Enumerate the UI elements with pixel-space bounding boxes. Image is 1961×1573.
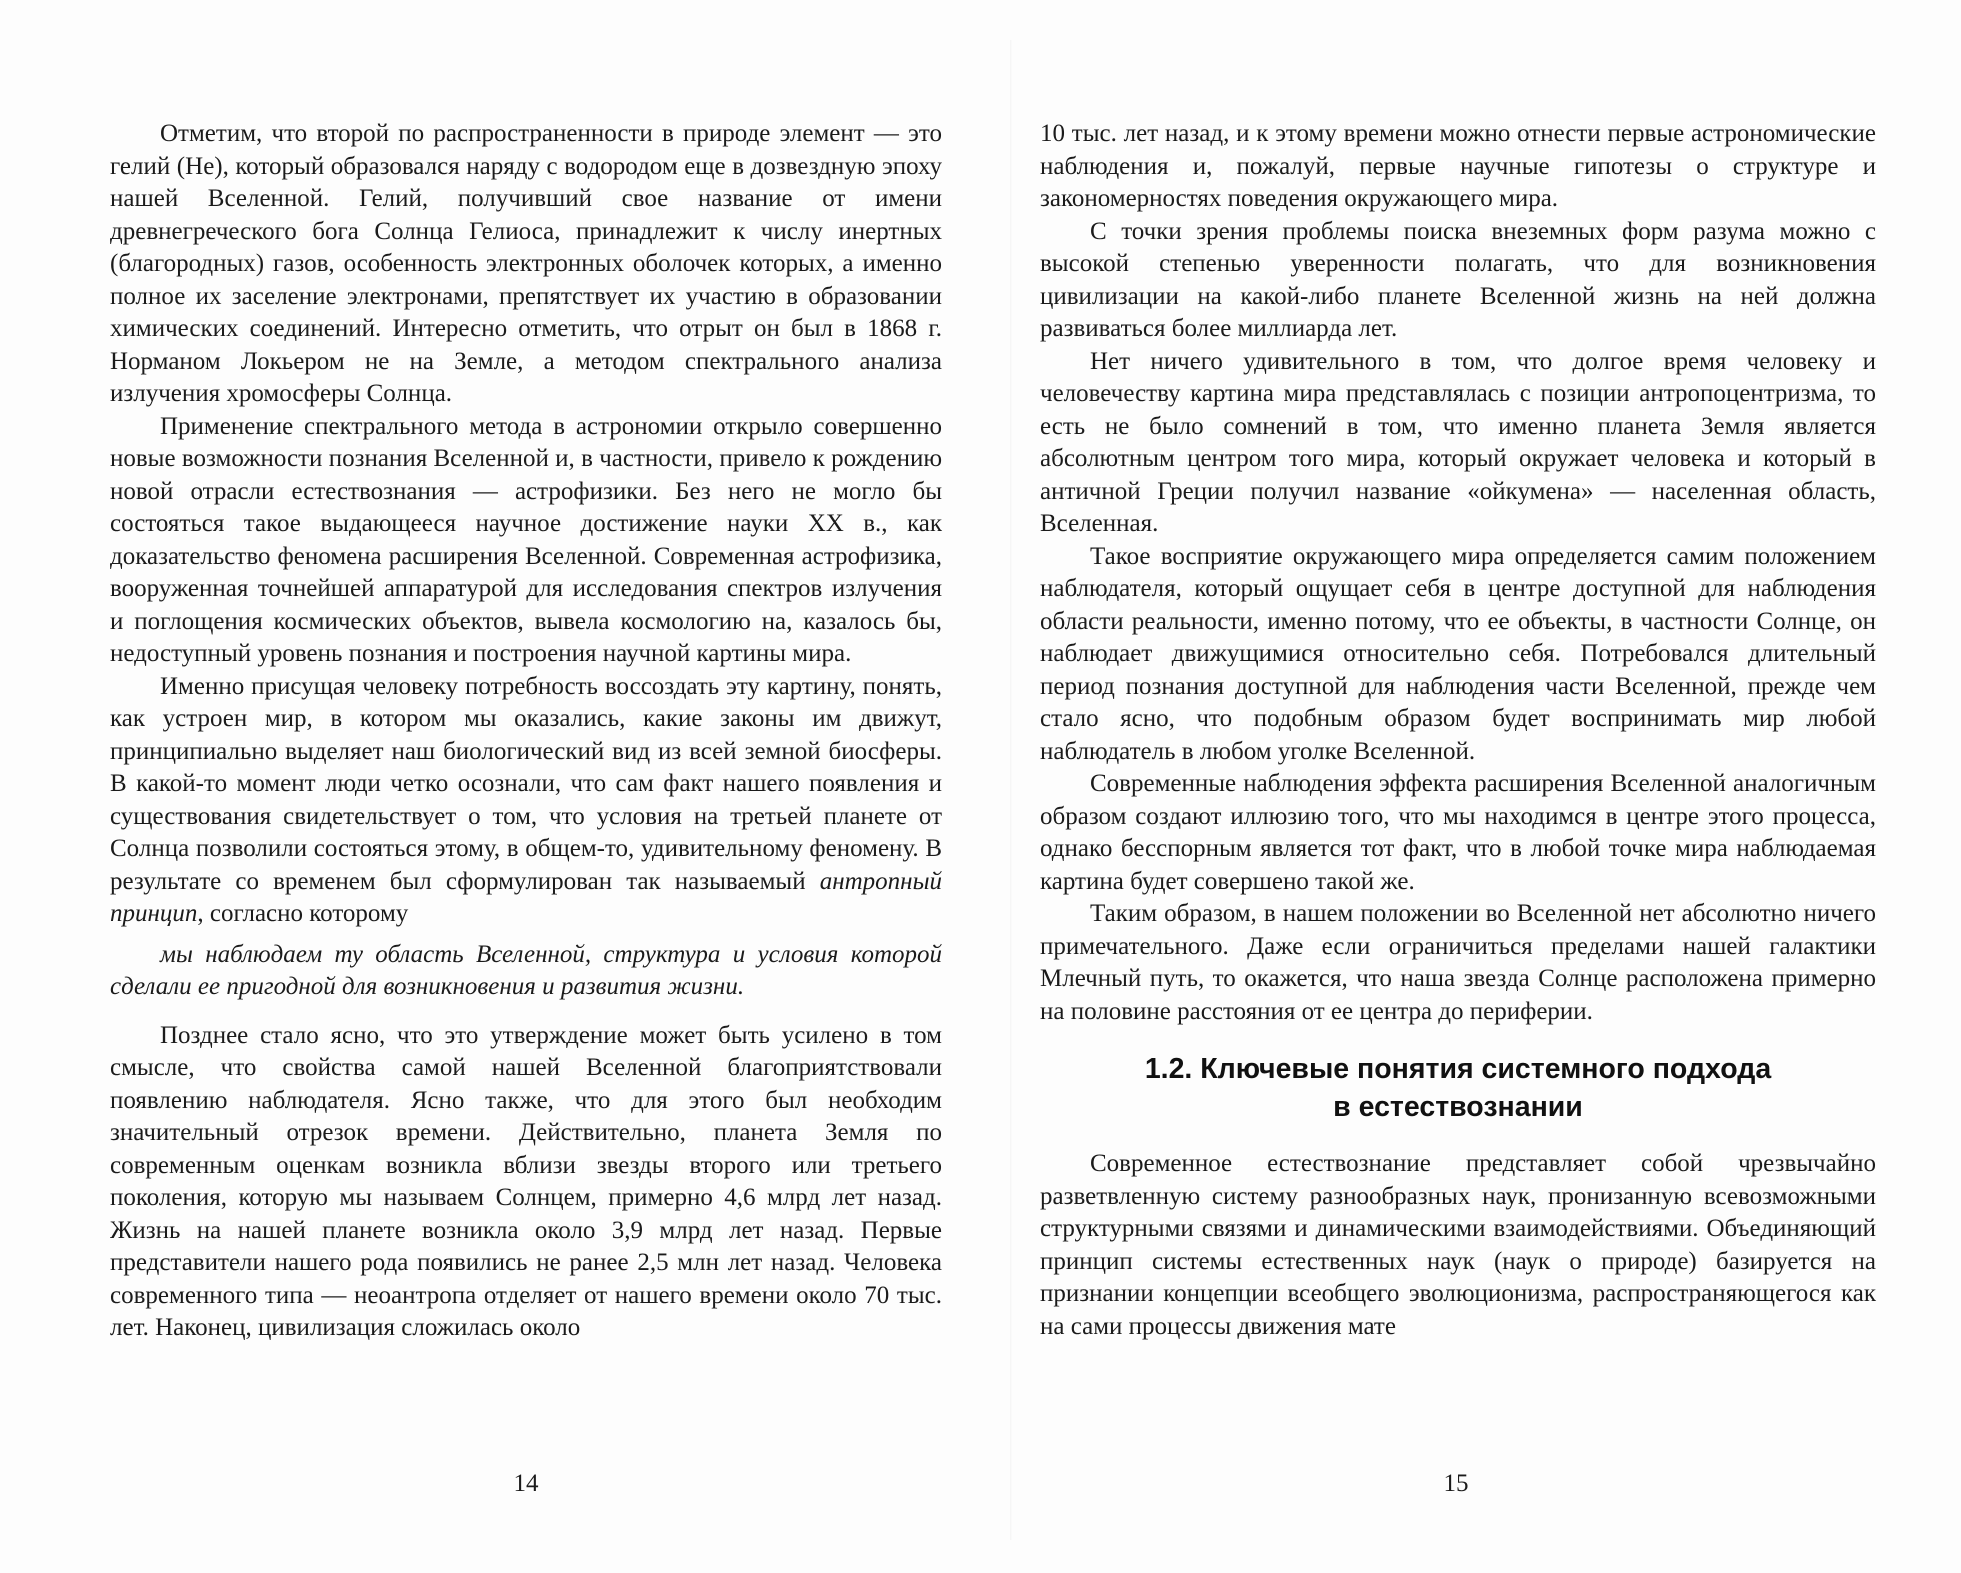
section-heading <box>1040 1050 1876 1126</box>
right-paragraph-5: Таким образом, в нашем положении во Вселенной нет абсолютно ничего примечательного. Даже если ограничиться пределами нашей галактики Млечный путь, то окажется, что наша звезда Солнце расположена примерно на половине расстояния от ее центра до периферии. <box>1040 900 1876 1025</box>
section-heading-line-1: 1.2. Ключевые понятия системного подхода <box>1144 1053 1772 1085</box>
left-paragraph-2: Применение спектрального метода в астрономии открыло совершенно новые возможности познания Вселенной и, в частности, привело к рождению новой отрасли естествознания — астрофизики. Без него не могло бы состояться такое выдающееся научное достижение науки XX в., как доказательство феномена расширения Вселенной. Современная астрофизика, вооруженная точнейшей аппаратурой для исследования спектров излучения и поглощения космических объектов, вывела космологию на, казалось бы, недоступный уровень познания и построения научной картины мира. <box>110 412 942 667</box>
anthropic-principle-quote: мы наблюдаем ту область Вселенной, структура и условия которой сделали ее пригодной для возникновения и развития жизни. <box>110 940 942 1000</box>
section-paragraph: Современное естествознание представляет собой чрезвычайно разветвленную систему разнообразных наук, пронизанную всевозможными структурными связями и динамическими взаимодействиями. Объединяющий принцип системы естественных наук (наук о природе) базируется на признании концепции всеобщего эволюционизма, распространяющегося как на сами процессы движения мате <box>1040 1150 1876 1340</box>
page-number-right: 15 <box>1443 1470 1469 1497</box>
left-paragraph-3-tail: , согласно которому <box>197 900 409 927</box>
right-paragraph-2: Нет ничего удивительного в том, что долгое время человеку и человечеству картина мира представлялась с позиции антропоцентризма, то есть не было сомнений в том, что именно планета Земля является абсолютным центром того мира, который окружает человека и который в античной Греции получил название «ойкумена» — населенная область, Вселенная. <box>1040 347 1876 537</box>
page-number-left: 14 <box>513 1470 539 1497</box>
right-paragraph-4: Современные наблюдения эффекта расширения Вселенной аналогичным образом создают иллюзию того, что мы находимся в центре этого процесса, однако бесспорным является тот факт, что в любой точке мира наблюдаемая картина будет совершено такой же. <box>1040 770 1876 895</box>
left-paragraph-4: Позднее стало ясно, что это утверждение может быть усилено в том смысле, что свойства самой нашей Вселенной благоприятствовали появлению наблюдателя. Ясно также, что для этого был необходим значительный отрезок времени. Действительно, планета Земля по современным оценкам возникла вблизи звезды второго или третьего поколения, которую мы называем Солнцем, примерно 4,6 млрд лет назад. Жизнь на нашей планете возникла около 3,9 млрд лет назад. Первые представители нашего рода появились не ранее 2,5 млн лет назад. Человека современного типа — неоантропа отделяет от нашего времени около 70 тыс. лет. Наконец, цивилизация сложилась около <box>110 1021 942 1341</box>
section-heading-line-2: в естествознании <box>1333 1091 1583 1123</box>
left-paragraph-1: Отметим, что второй по распространенности в природе элемент — это гелий (Не), который образовался наряду с водородом еще в дозвездную эпоху нашей Вселенной. Гелий, получивший свое название от имени древнегреческого бога Солнца Гелиоса, принадлежит к числу инертных (благородных) газов, особенность электронных оболочек которых, а именно полное их заселение электронами, препятствует их участию в образовании химических соединений. Интересно отметить, что отрыт он был в 1868 г. Норманом Локьером не на Земле, а методом спектрального анализа излучения хромосферы Солнца. <box>110 120 942 407</box>
left-paragraph-3 <box>110 671 942 931</box>
left-paragraph-3-text: Именно присущая человеку потребность воссоздать эту картину, понять, как устроен мир, в котором мы оказались, какие законы им движут, принципиально выделяет наш биологический вид из всей земной биосферы. В какой-то момент люди четко осознали, что сам факт нашего появления и существования свидетельствует о том, что условия на третьей планете от Солнца позволили состояться этому, в общем-то, удивительному феномену. В результате со временем был сформулирован так называемый <box>110 672 942 895</box>
right-continuation-paragraph: 10 тыс. лет назад, и к этому времени можно отнести первые астрономические наблюдения и, пожалуй, первые научные гипотезы о структуре и закономерностях поведения окружающего мира. <box>1040 120 1876 212</box>
right-paragraph-1: С точки зрения проблемы поиска внеземных форм разума можно с высокой степенью уверенности полагать, что для возникновения цивилизации на какой-либо планете Вселенной жизнь на ней должна развиваться более миллиарда лет. <box>1040 217 1876 342</box>
right-page <box>1040 118 1876 1343</box>
term-anthropic-principle: антропный принцип <box>110 867 943 927</box>
left-page <box>110 118 942 1345</box>
right-paragraph-3: Такое восприятие окружающего мира определяется самим положением наблюдателя, который ощущает себя в центре доступной для наблюдения области реальности, именно потому, что ее объекты, в частности Солнце, он наблюдает движущимися относительно себя. Потребовался длительный период познания доступной для наблюдения части Вселенной, прежде чем стало ясно, что подобным образом будет воспринимать мир любой наблюдатель в любом уголке Вселенной. <box>1040 542 1876 765</box>
book-gutter <box>1010 40 1012 1540</box>
